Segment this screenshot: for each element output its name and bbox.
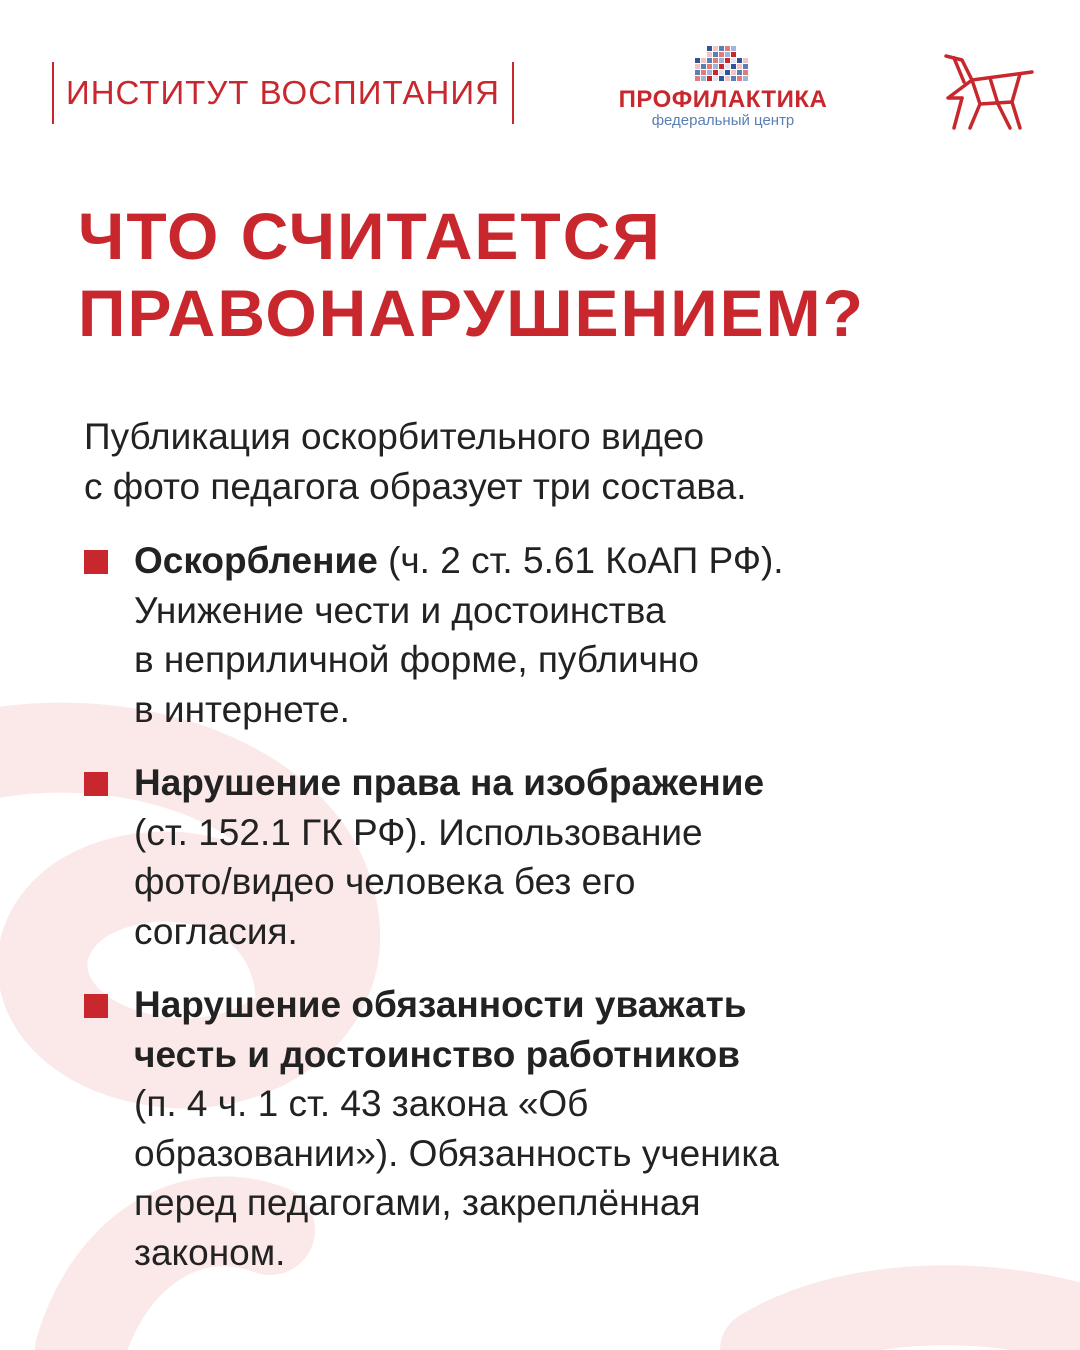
item-title: Нарушение права на изображение — [134, 762, 765, 803]
logo-grid-cell — [695, 64, 700, 69]
logo-grid-cell — [707, 52, 712, 57]
logo-grid-cell — [743, 58, 748, 63]
logo-grid-cell — [725, 46, 730, 51]
logo-grid-cell — [719, 64, 724, 69]
list-item-image-rights — [84, 758, 1014, 956]
logo-grid-cell — [743, 76, 748, 81]
item-text-line: перед педагогами, закреплённая — [134, 1182, 701, 1223]
logo-grid-cell — [719, 70, 724, 75]
profilaktika-logo — [608, 46, 838, 129]
logo-grid-cell — [737, 64, 742, 69]
bullet-square-icon — [84, 550, 108, 574]
logo-subtitle: федеральный центр — [651, 112, 795, 129]
item-text-line: (ст. 152.1 ГК РФ). Использование — [134, 811, 703, 853]
list-item-insult — [84, 536, 1014, 734]
item-text-line: в интернете. — [134, 688, 350, 730]
list-item-respect-duty — [84, 980, 1014, 1277]
page-headline — [78, 198, 1018, 352]
bullet-square-icon — [84, 772, 108, 796]
logo-grid-cell — [731, 76, 736, 81]
logo-grid-cell — [719, 46, 724, 51]
logo-grid-cell — [731, 46, 736, 51]
logo-grid-cell — [731, 70, 736, 75]
logo-grid-cell — [707, 76, 712, 81]
item-text-line: в неприличной форме, публично — [134, 639, 699, 680]
item-text-line: согласия. — [134, 910, 298, 952]
logo-grid-cell — [713, 52, 718, 57]
horse-logo-icon — [940, 52, 1036, 132]
headline-line-1: ЧТО СЧИТАЕТСЯ — [78, 199, 662, 273]
pixel-grid-icon — [695, 46, 751, 84]
logo-grid-cell — [725, 64, 730, 69]
logo-grid-cell — [701, 58, 706, 63]
logo-grid-cell — [737, 76, 742, 81]
logo-grid-cell — [713, 58, 718, 63]
logo-grid-cell — [713, 64, 718, 69]
item-reference: (ч. 2 ст. 5.61 КоАП РФ). — [377, 540, 784, 581]
logo-grid-cell — [731, 52, 736, 57]
logo-grid-cell — [731, 58, 736, 63]
intro-line-2: с фото педагога образует три состава. — [84, 466, 747, 507]
item-title: Нарушение обязанности уважать — [134, 984, 747, 1025]
logo-grid-cell — [695, 76, 700, 81]
headline-line-2: ПРАВОНАРУШЕНИЕМ? — [78, 276, 865, 350]
logo-grid-cell — [725, 70, 730, 75]
item-text-line: образовании»). Обязанность ученика — [134, 1132, 779, 1174]
logo-grid-cell — [725, 58, 730, 63]
logo-grid-cell — [713, 70, 718, 75]
item-text-line: фото/видео человека без его — [134, 861, 636, 902]
logo-grid-cell — [713, 46, 718, 51]
item-text-line: (п. 4 ч. 1 ст. 43 закона «Об — [134, 1083, 589, 1124]
logo-grid-cell — [725, 76, 730, 81]
item-text-line: Унижение чести и достоинства — [134, 589, 666, 631]
logo-grid-cell — [719, 76, 724, 81]
logo-grid-cell — [731, 64, 736, 69]
institute-brand — [52, 62, 514, 124]
logo-grid-cell — [707, 46, 712, 51]
logo-grid-cell — [719, 52, 724, 57]
logo-grid-cell — [737, 70, 742, 75]
intro-paragraph — [84, 412, 984, 512]
logo-grid-cell — [701, 64, 706, 69]
logo-grid-cell — [707, 64, 712, 69]
logo-grid-cell — [743, 64, 748, 69]
logo-grid-cell — [743, 70, 748, 75]
logo-grid-cell — [701, 76, 706, 81]
logo-title: ПРОФИЛАКТИКА — [618, 86, 828, 113]
logo-grid-cell — [707, 58, 712, 63]
logo-grid-cell — [695, 70, 700, 75]
bullet-square-icon — [84, 994, 108, 1018]
logo-grid-cell — [725, 52, 730, 57]
intro-line-1: Публикация оскорбительного видео — [84, 416, 705, 457]
item-text-line: законом. — [134, 1231, 286, 1273]
logo-grid-cell — [695, 58, 700, 63]
item-title-continued: честь и достоинство работников — [134, 1033, 740, 1075]
logo-grid-cell — [719, 58, 724, 63]
logo-grid-cell — [713, 76, 718, 81]
logo-grid-cell — [737, 58, 742, 63]
logo-grid-cell — [707, 70, 712, 75]
logo-grid-cell — [701, 70, 706, 75]
item-title: Оскорбление — [134, 540, 378, 581]
institute-brand-label: ИНСТИТУТ ВОСПИТАНИЯ — [66, 74, 500, 111]
